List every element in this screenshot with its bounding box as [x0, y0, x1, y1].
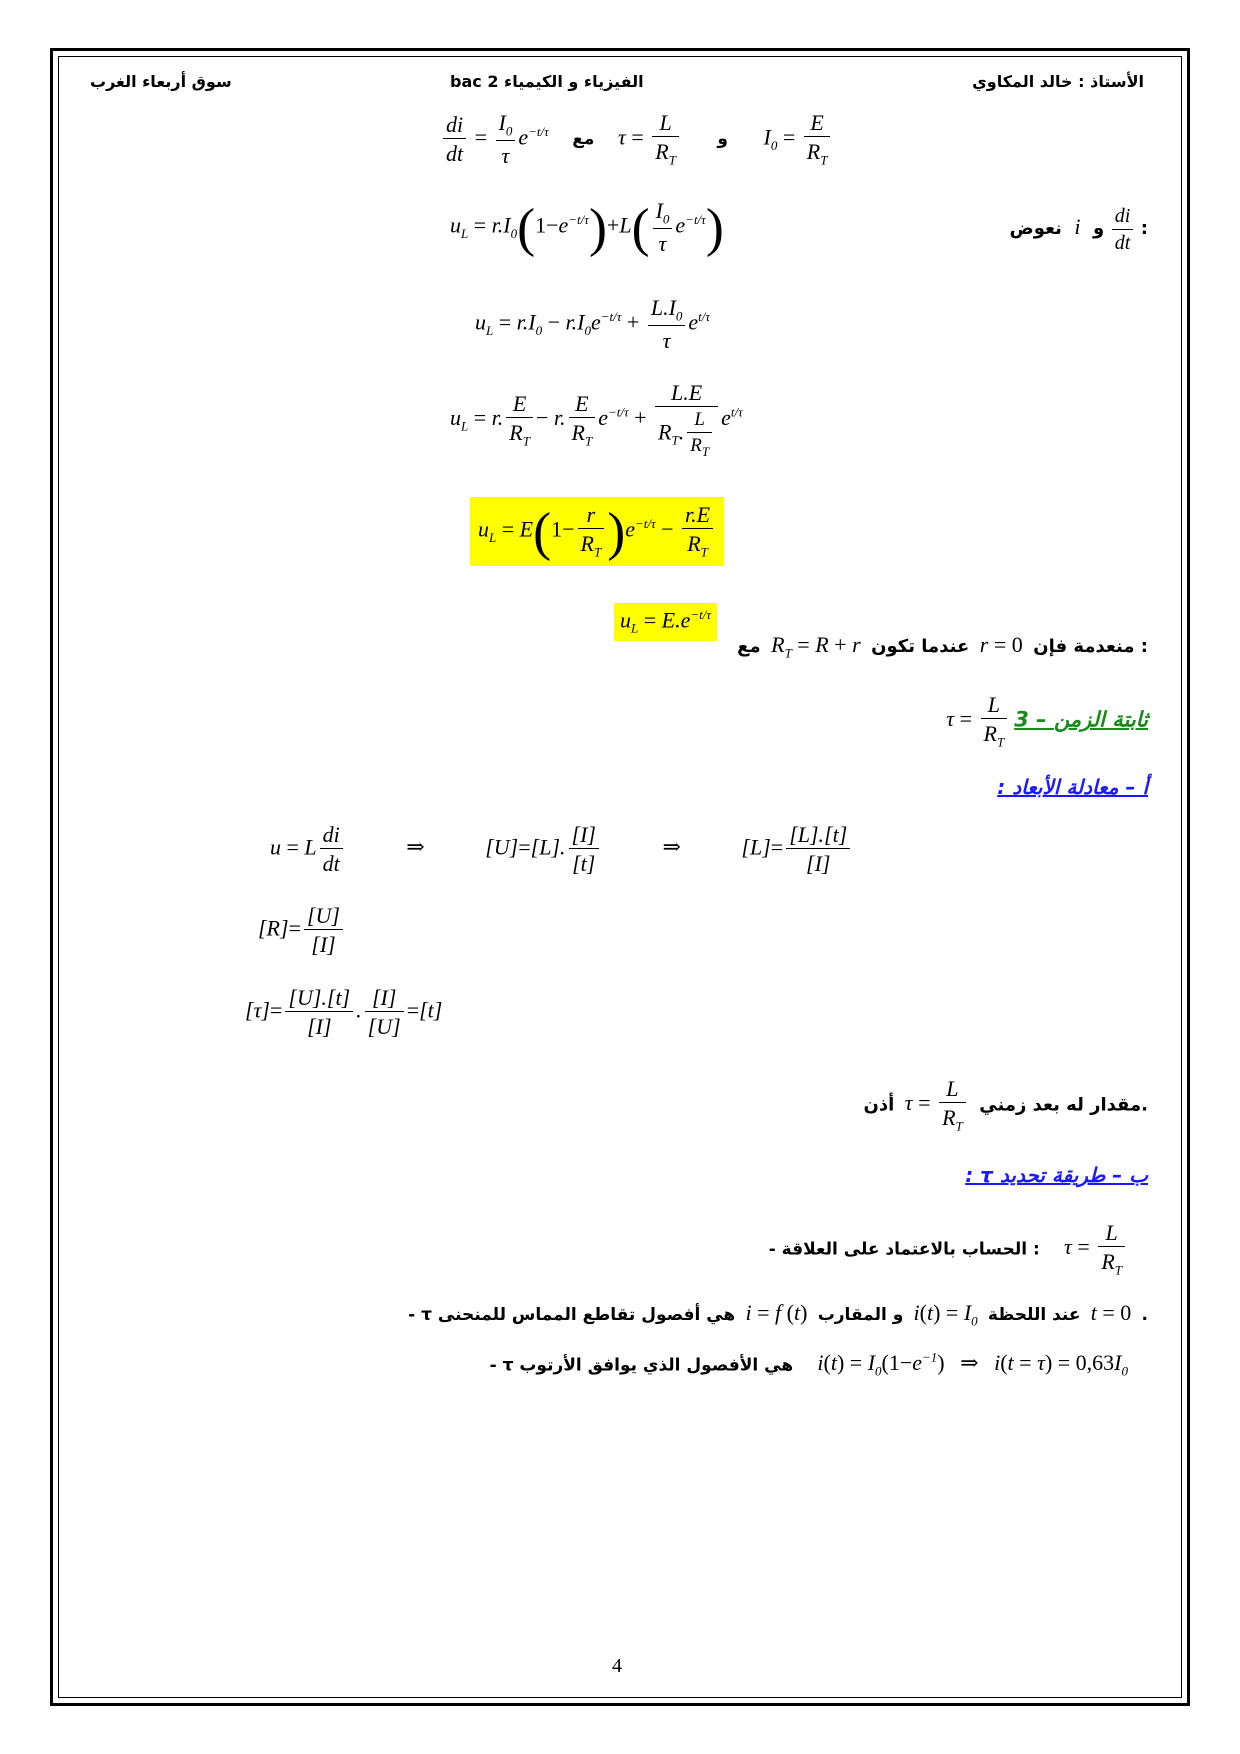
calc-line: - الحساب بالاعتماد على العلاقة : τ = $\frac{L}{R_T}$ — [769, 1220, 1148, 1279]
equation-uL-result: $u_L = E(1-$ $\frac{r}{R_T}$ )$e^{-t/\tau}$ − $\frac{r.E}{R_T}$ — [470, 497, 724, 566]
equation-dim-1: u = L $\frac{di}{dt}$ ⇒ [U]=[L]. $\frac{[I]}{[t]}$ ⇒ [L]= $\frac{[L].[t]}{[I]}$ — [270, 822, 853, 877]
page-number: 4 — [612, 1655, 622, 1677]
word-so: أذن — [863, 1094, 895, 1116]
section-3-line: τ = $\frac{L}{R_T}$ 3 – ثابتة الزمن — [946, 692, 1148, 750]
tangent-line: - τ هي أفصول تقاطع المماس للمنحنى i = f (t) و المقارب $i(t) = I_0$ عند اللحظة t = 0 . — [408, 1300, 1148, 1329]
subject-title: الفيزياء و الكيمياء 2 bac — [450, 72, 644, 91]
tangent-text-3: عند اللحظة — [987, 1305, 1081, 1325]
equation-dim-R: [R]= $\frac{[U]}{[I]}$ — [258, 903, 346, 958]
word-when: عندما تكون — [871, 636, 970, 657]
equation-uL-r0: $u_L = E.e^{-t/\tau}$ — [614, 603, 717, 641]
subsection-b-title: ب – طريقة تحديد τ : — [965, 1163, 1148, 1187]
section-3-title: 3 – ثابتة الزمن — [1014, 707, 1148, 732]
word-null-then: منعدمة فإن : — [1033, 636, 1148, 657]
colon: : — [1140, 218, 1148, 240]
word-time-dimension: مقدار له بعد زمني. — [979, 1094, 1148, 1116]
word-substitute: نعوض — [1009, 218, 1062, 240]
equation-uL-2: $u_L = r.I_0 - r.I_0e^{-t/\tau}$ + $\frac{L.I_0}{\tau}$ $e^{t/\tau}$ — [475, 295, 711, 354]
ordinate-text: - τ هي الأفصول الذي يوافق الأرتوب — [489, 1355, 794, 1376]
word-with-2: مع — [737, 636, 761, 657]
ordinate-line: - τ هي الأفصول الذي يوافق الأرتوب $i(t) = I_0(1-e^{-1})$ ⇒ $i(t = \tau) = 0,63I_0$ — [489, 1350, 1128, 1379]
teacher-name: الأستاذ : خالد المكاوي — [972, 72, 1144, 91]
school-name: سوق أربعاء الغرب — [90, 72, 232, 91]
equation-dim-tau: [τ]= $\frac{[U].[t]}{[I]}$ . $\frac{[I]}{[U]}$ =[t] — [245, 985, 443, 1040]
tau-time-line: أذن τ = $\frac{L}{R_T}$ مقدار له بعد زمني. — [863, 1076, 1148, 1134]
word-and: و — [717, 129, 728, 150]
equation-uL-1: $u_L = r.I_0(1-e^{-t/\tau})+L$( $\frac{I_0}{\tau}$ $e^{-t/\tau}$) — [450, 197, 724, 258]
substitute-line: نعوض i و $\frac{di}{dt}$ : — [1009, 205, 1148, 254]
tangent-text-2: و المقارب — [817, 1305, 904, 1325]
equation-uL-3: $u_L = r$. $\frac{E}{R_T}$ − r. $\frac{E}{R_T}$ $e^{-t/\tau}$ + L.E $R_T$. $\frac{L}{R_T}$ $e^{t/\tau}$ — [450, 380, 743, 459]
subsection-a-title: أ – معادلة الأبعاد : — [997, 775, 1148, 799]
tangent-dot: . — [1141, 1305, 1148, 1325]
r-zero-line: مع $R_T = R + r$ عندما تكون r = 0 منعدمة فإن : — [737, 632, 1148, 661]
tangent-text-1: - τ هي أفصول تقاطع المماس للمنحنى — [408, 1305, 736, 1325]
word-with: مع — [572, 129, 595, 150]
word-and-2: و — [1093, 218, 1105, 240]
equation-di-dt: $\frac{di}{dt}$ = $\frac{I_0}{\tau}$ $e^{-t/\tau}$ مع τ = $\frac{L}{R_T}$ و $I_0$ = $\frac{E}{R_T}$ — [440, 110, 833, 169]
calc-label: - الحساب بالاعتماد على العلاقة : — [768, 1239, 1040, 1260]
